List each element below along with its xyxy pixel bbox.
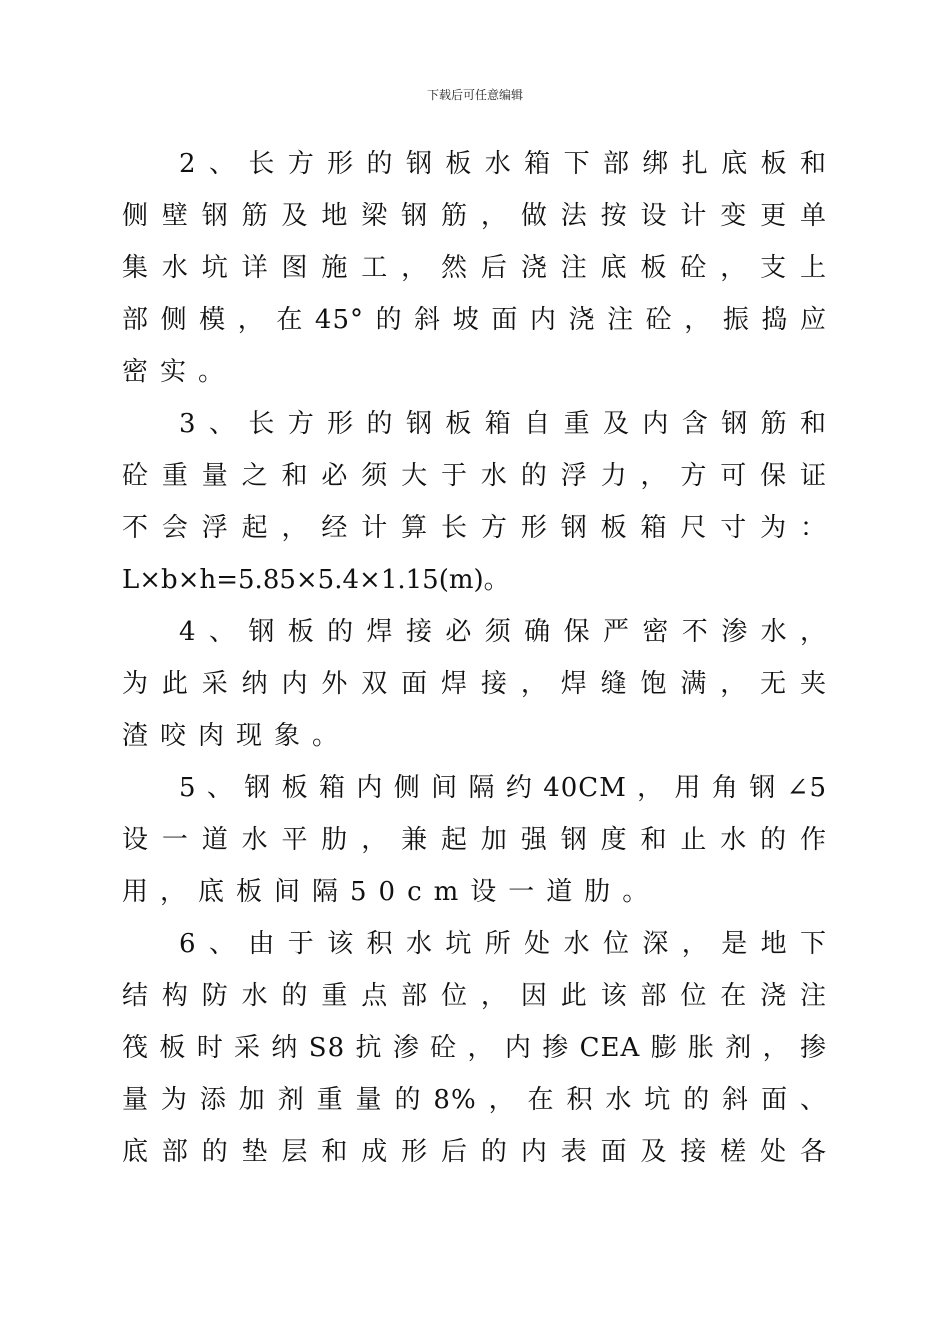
text-line: 4、钢板的焊接必须确保严密不渗水， [179,617,827,647]
text-line: 5、钢板箱内侧间隔约40CM，用角钢∠5 [179,773,827,803]
text-line: 3、长方形的钢板箱自重及内含钢筋和 [179,409,827,439]
text-line: 量为添加剂重量的8%，在积水坑的斜面、 [122,1085,827,1115]
text-line: 部侧模，在45°的斜坡面内浇注砼，振捣应 [122,305,827,335]
text-line: 设一道水平肋，兼起加强钢度和止水的作 [122,825,827,855]
text-line: 结构防水的重点部位，因此该部位在浇注 [122,981,827,1011]
text-line: 砼重量之和必须大于水的浮力，方可保证 [122,461,827,491]
page-header: 下载后可任意编辑 [426,88,523,102]
text-line: 6、由于该积水坑所处水位深，是地下 [179,929,827,959]
text-line: 为此采纳内外双面焊接，焊缝饱满，无夹 [122,669,827,699]
text-line: 底部的垫层和成形后的内表面及接槎处各 [122,1137,827,1167]
text-line: 集水坑详图施工，然后浇注底板砼，支上 [122,253,827,283]
text-line: 渣咬肉现象。 [122,721,351,751]
text-line: 不会浮起，经计算长方形钢板箱尺寸为： [122,513,827,543]
text-line: 筏板时采纳S8抗渗砼，内掺CEA膨胀剂，掺 [122,1033,827,1063]
text-line: 侧壁钢筋及地梁钢筋，做法按设计变更单 [122,201,827,231]
text-line: 用，底板间隔50cm设一道肋。 [122,877,661,907]
document-body [122,138,827,1178]
text-line: L×b×h=5.85×5.4×1.15(m)。 [122,565,510,595]
text-line: 密实。 [122,357,237,387]
text-line: 2、长方形的钢板水箱下部绑扎底板和 [179,149,827,179]
